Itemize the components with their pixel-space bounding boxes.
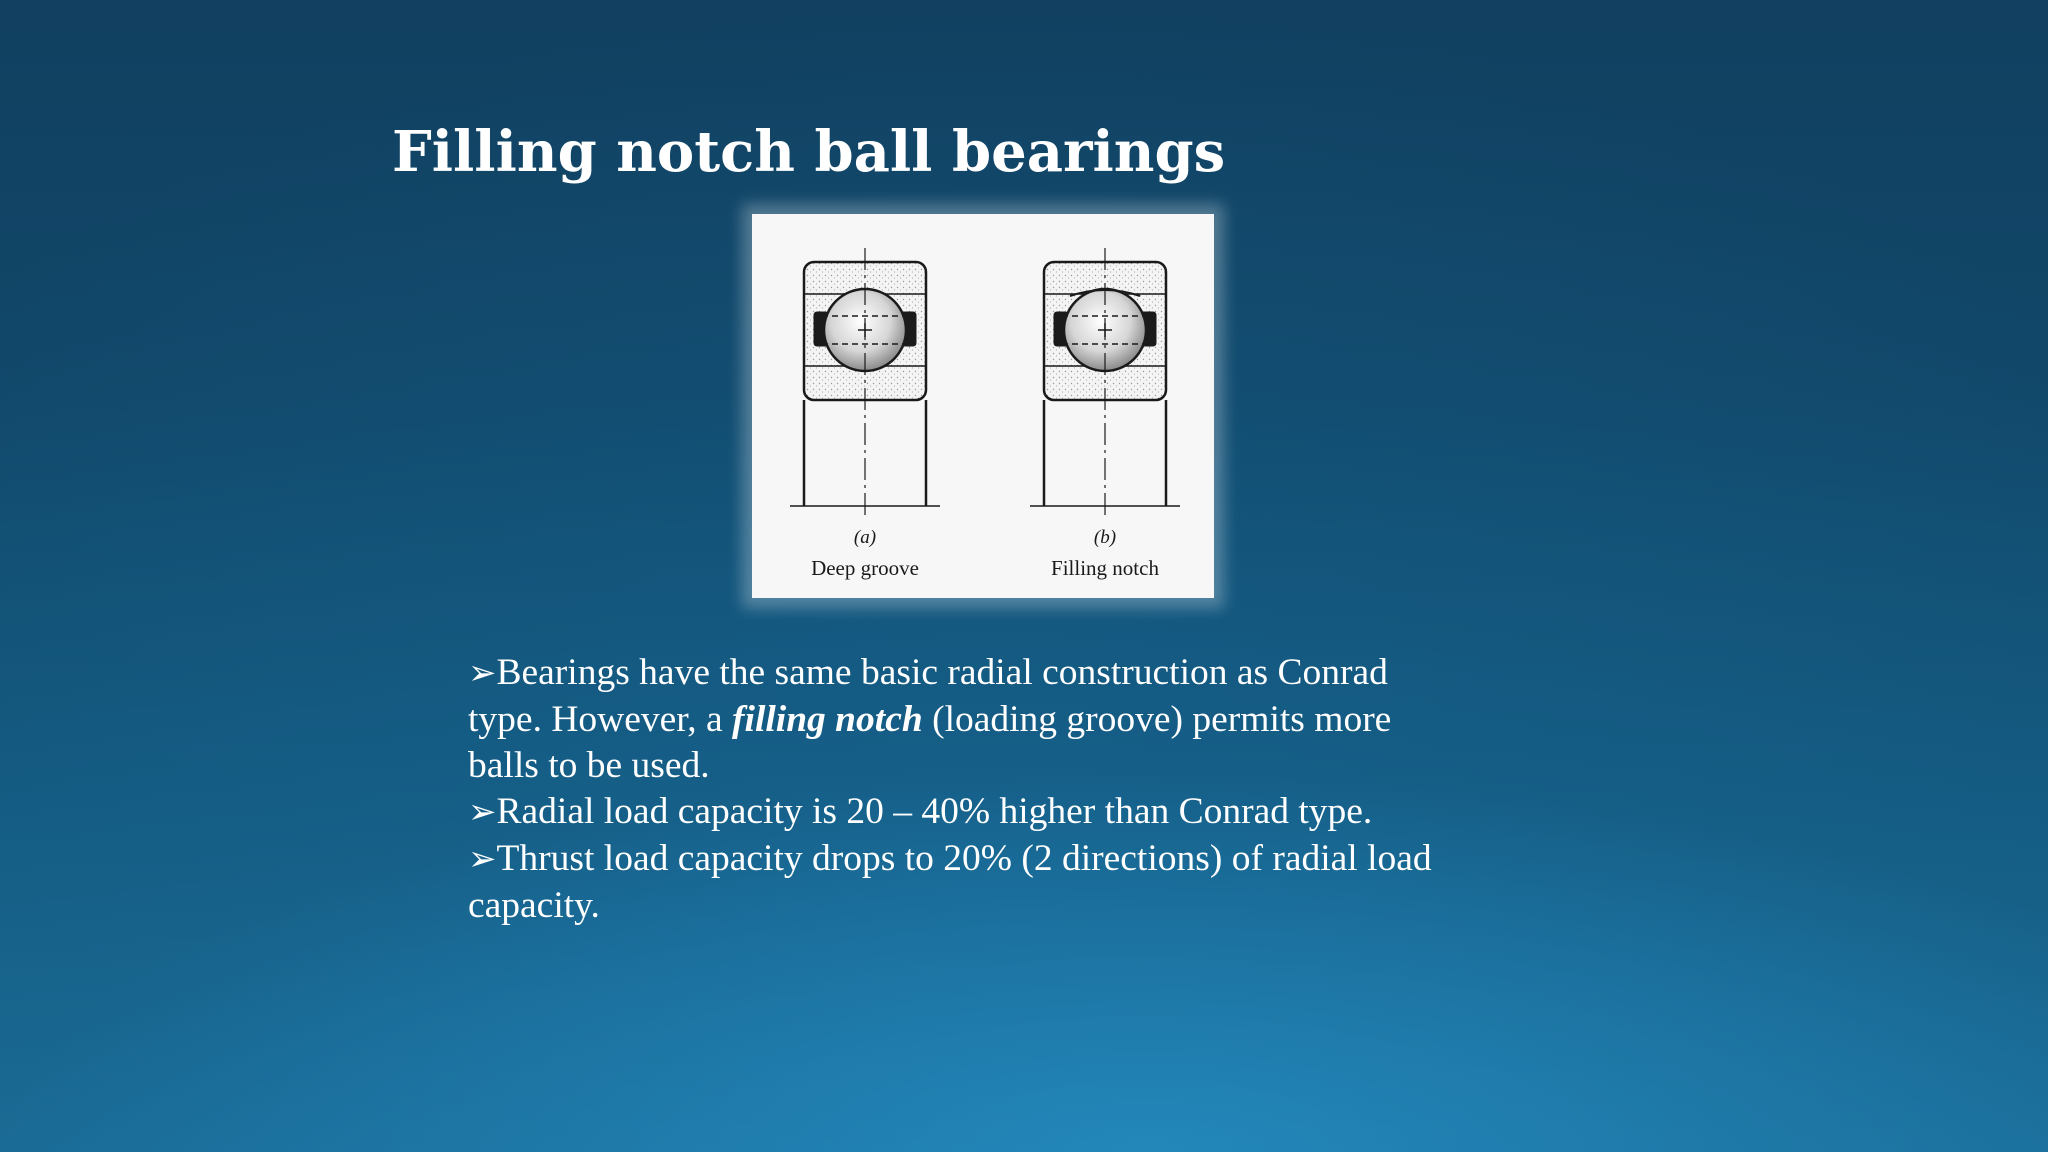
deep-groove-bearing-drawing: [790, 248, 940, 518]
figure-label-b: (b): [1093, 527, 1117, 548]
filling-notch-bearing-drawing: [1030, 248, 1180, 518]
arrow-bullet-icon: ➢: [468, 794, 497, 831]
bullet-text: Bearings have the same basic radial construction as Conrad type. However, a: [468, 652, 1388, 740]
bullet-item: [468, 650, 1448, 789]
arrow-bullet-icon: ➢: [468, 655, 497, 692]
bullet-item: [468, 836, 1448, 929]
bullet-list: [468, 650, 1448, 929]
slide-title: Filling notch ball bearings: [392, 119, 1226, 185]
bullet-text: Thrust load capacity drops to 20% (2 directions) of radial load capacity.: [468, 838, 1432, 926]
bearing-figure: [752, 214, 1214, 598]
bullet-emphasis: filling notch: [732, 699, 923, 740]
bullet-text: Radial load capacity is 20 – 40% higher than Conrad type.: [496, 791, 1373, 832]
figure-label-a: (a): [853, 527, 877, 548]
bullet-text: (loading groove) permits more balls to be used.: [468, 699, 1392, 786]
figure-caption-b: Filling notch: [1051, 556, 1159, 580]
figure-caption-a: Deep groove: [811, 556, 919, 580]
arrow-bullet-icon: ➢: [468, 841, 497, 878]
bullet-item: [468, 789, 1448, 836]
